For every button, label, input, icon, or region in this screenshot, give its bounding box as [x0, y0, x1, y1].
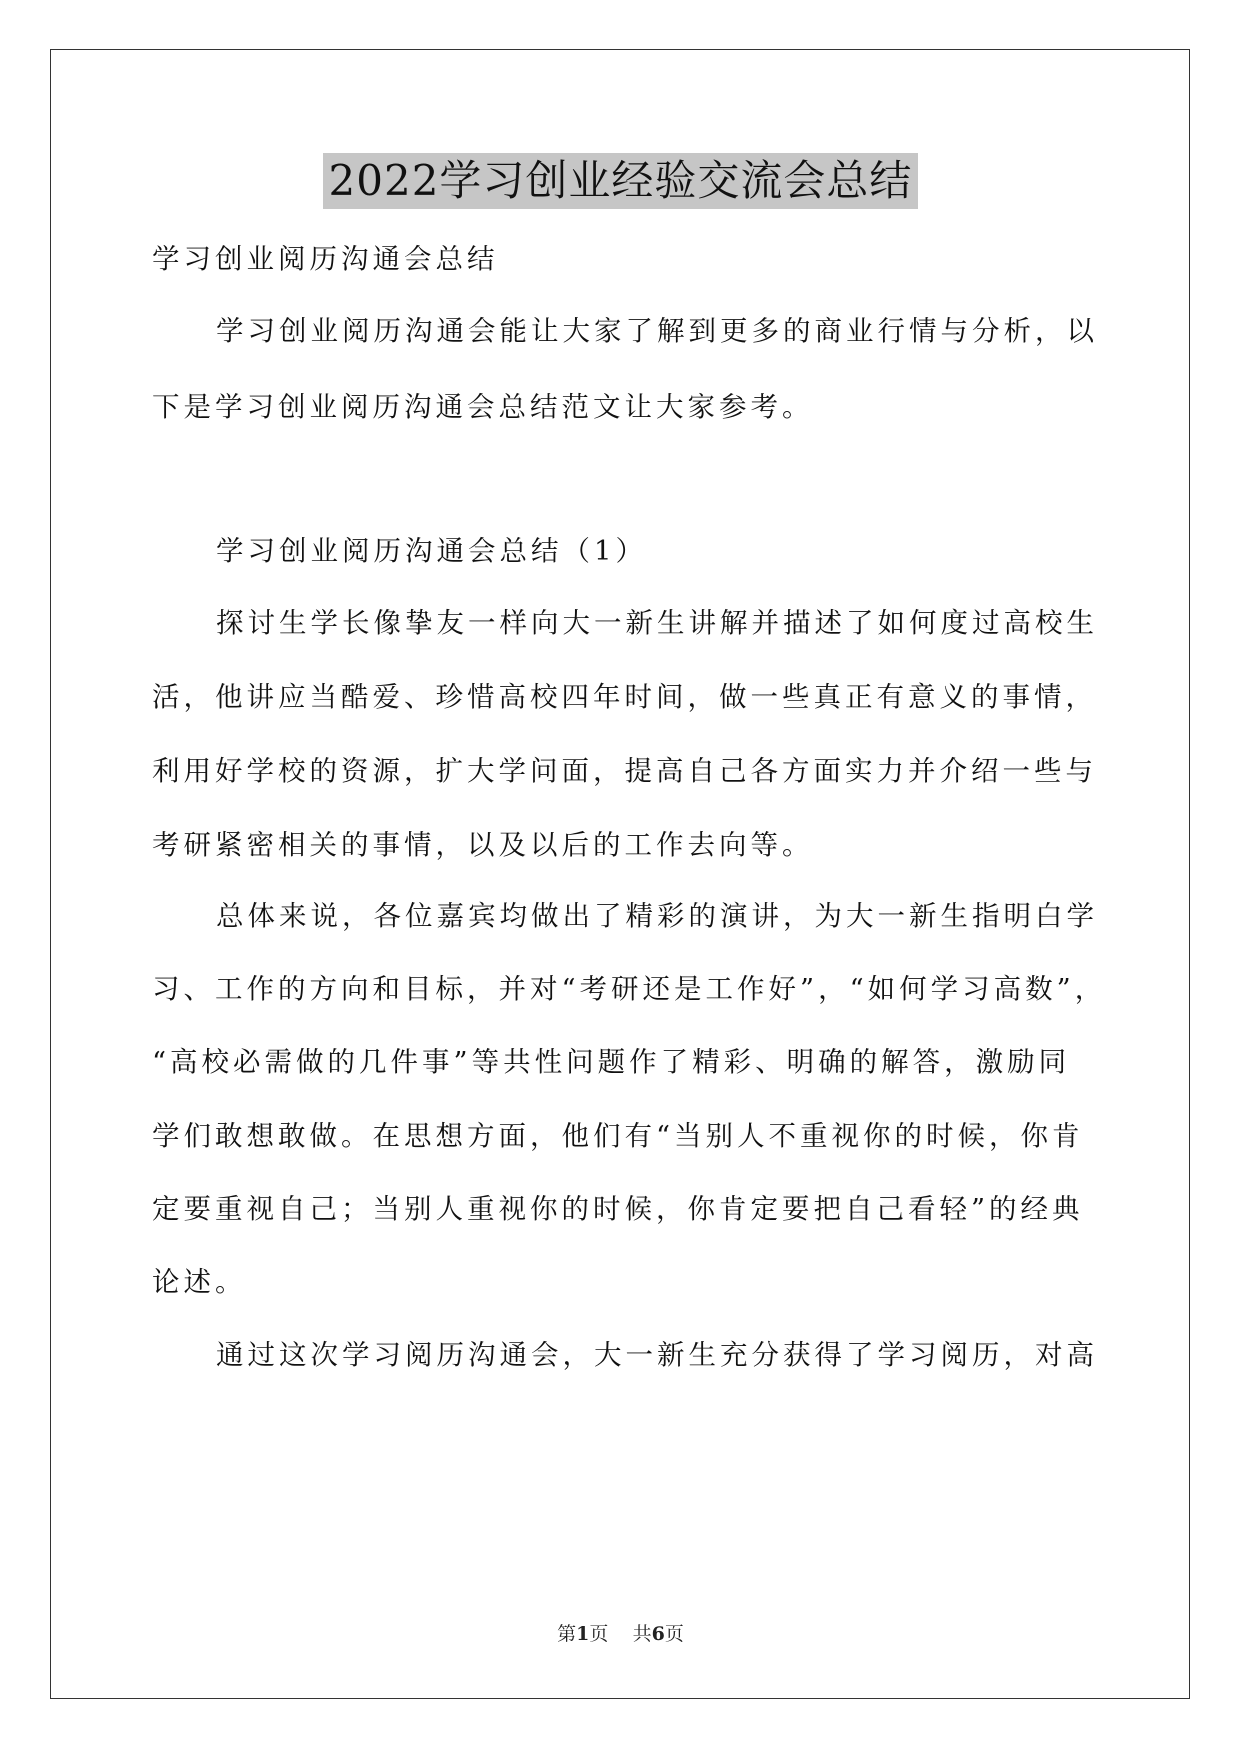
page-prefix: 第 — [557, 1623, 577, 1645]
document-title: 2022学习创业经验交流会总结 — [323, 153, 919, 209]
paragraph-line: “高校必需做的几件事”等共性问题作了精彩、明确的解答，激励同 — [152, 1046, 1071, 1078]
total-prefix: 共 — [632, 1623, 652, 1645]
paragraph-line: 定要重视自己；当别人重视你的时候，你肯定要把自己看轻”的经典 — [152, 1193, 1084, 1225]
page-number: 1 — [576, 1623, 590, 1645]
paragraph-line: 学们敢想敢做。在思想方面，他们有“当别人不重视你的时候，你肯 — [152, 1120, 1084, 1152]
paragraph-line: 通过这次学习阅历沟通会，大一新生充分获得了学习阅历，对高 — [216, 1339, 1098, 1371]
title-container — [0, 153, 1241, 209]
total-pages: 6 — [651, 1623, 665, 1645]
page-suffix: 页 — [589, 1623, 609, 1645]
paragraph-line: 习、工作的方向和目标，并对“考研还是工作好”，“如何学习高数”， — [152, 973, 1107, 1005]
subtitle-line: 学习创业阅历沟通会总结 — [152, 243, 499, 275]
paragraph-line: 考研紧密相关的事情，以及以后的工作去向等。 — [152, 829, 814, 861]
paragraph-line: 探讨生学长像挚友一样向大一新生讲解并描述了如何度过高校生 — [216, 607, 1098, 639]
intro-line-1: 学习创业阅历沟通会能让大家了解到更多的商业行情与分析，以 — [216, 315, 1098, 347]
total-suffix: 页 — [664, 1623, 684, 1645]
paragraph-line: 总体来说，各位嘉宾均做出了精彩的演讲，为大一新生指明白学 — [216, 900, 1098, 932]
section-heading: 学习创业阅历沟通会总结（1） — [216, 535, 647, 567]
paragraph-line: 利用好学校的资源，扩大学问面，提高自己各方面实力并介绍一些与 — [152, 755, 1097, 787]
intro-line-2: 下是学习创业阅历沟通会总结范文让大家参考。 — [152, 391, 814, 423]
paragraph-line: 活，他讲应当酷爱、珍惜高校四年时间，做一些真正有意义的事情， — [152, 681, 1097, 713]
paragraph-line: 论述。 — [152, 1266, 247, 1298]
page-footer — [0, 1619, 1241, 1646]
